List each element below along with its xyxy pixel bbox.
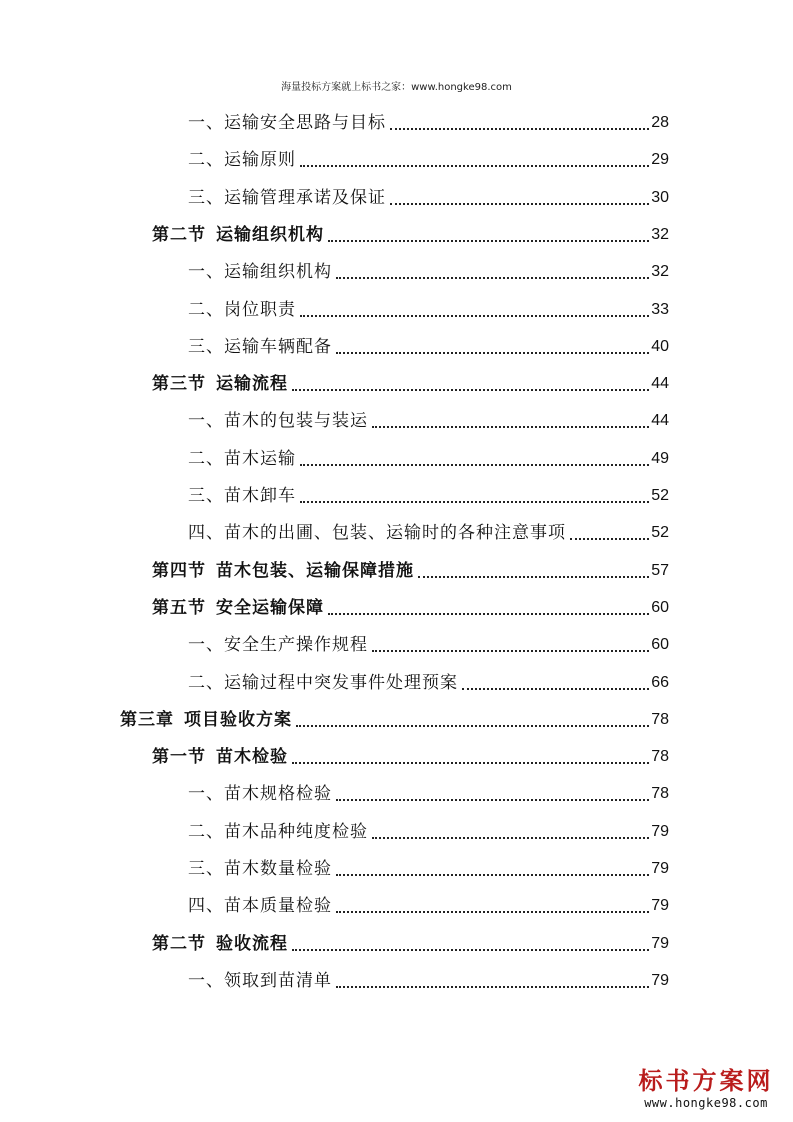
toc-entry-number: 一、 xyxy=(188,784,224,805)
toc-entry-page: 79 xyxy=(651,860,669,877)
toc-entry[interactable] xyxy=(188,626,669,656)
toc-entry-text: 安全运输保障 xyxy=(216,597,324,618)
toc-entry-number: 第三章 xyxy=(120,709,174,730)
toc-entry-page: 57 xyxy=(651,561,669,579)
toc-entry-page: 32 xyxy=(651,263,669,281)
toc-entry-text: 苗木的出圃、包装、运输时的各种注意事项 xyxy=(224,523,566,544)
toc-entry-page: 52 xyxy=(651,524,669,542)
toc-entry-text: 验收流程 xyxy=(216,933,288,954)
toc-entry[interactable] xyxy=(152,216,669,246)
toc-leader-dots xyxy=(300,464,649,466)
toc-entry-title xyxy=(188,299,296,321)
toc-entry-title xyxy=(152,933,288,955)
toc-entry[interactable] xyxy=(188,962,669,992)
toc-entry-page: 49 xyxy=(651,449,669,467)
toc-entry-number: 第一节 xyxy=(152,747,206,768)
toc-entry-title xyxy=(152,597,324,619)
toc-leader-dots xyxy=(390,128,649,130)
toc-entry[interactable] xyxy=(188,328,669,358)
toc-entry-title xyxy=(188,112,386,134)
toc-entry-title xyxy=(188,149,296,171)
toc-entry-number: 二、 xyxy=(188,299,224,320)
toc-entry[interactable] xyxy=(188,104,669,134)
toc-entry-page: 40 xyxy=(651,337,669,355)
toc-entry-text: 项目验收方案 xyxy=(184,709,292,730)
toc-entry[interactable] xyxy=(188,477,669,507)
toc-entry-page: 28 xyxy=(651,114,669,131)
toc-leader-dots xyxy=(300,315,649,317)
toc-entry-number: 一、 xyxy=(188,970,224,991)
toc-entry-title xyxy=(188,821,368,843)
toc-entry-title xyxy=(188,336,332,358)
logo-url: www.hongke98.com xyxy=(644,1096,768,1110)
toc-entry[interactable] xyxy=(152,365,669,395)
toc-entry-title xyxy=(120,709,292,731)
toc-entry-title xyxy=(188,783,332,805)
toc-entry-title xyxy=(152,373,288,395)
toc-entry-number: 第四节 xyxy=(152,560,206,581)
toc-entry-page: 52 xyxy=(651,487,669,504)
toc-entry-title xyxy=(188,858,332,880)
toc-entry-title xyxy=(152,746,288,768)
toc-entry-number: 三、 xyxy=(188,859,224,879)
toc-entry-number: 三、 xyxy=(188,187,224,208)
toc-entry-text: 苗木运输 xyxy=(224,448,296,469)
toc-entry-number: 第二节 xyxy=(152,933,206,954)
toc-entry-text: 苗木的包装与装运 xyxy=(224,411,368,432)
toc-entry-page: 79 xyxy=(651,971,669,989)
toc-entry-number: 二、 xyxy=(188,672,224,693)
toc-entry[interactable] xyxy=(188,141,669,171)
toc-leader-dots xyxy=(292,949,649,951)
toc-entry-number: 三、 xyxy=(188,486,224,506)
toc-entry[interactable] xyxy=(188,514,669,544)
toc-entry-text: 苗木卸车 xyxy=(224,486,296,506)
toc-entry-text: 苗本质量检验 xyxy=(224,896,332,917)
toc-entry-number: 二、 xyxy=(188,150,224,171)
toc-entry-page: 60 xyxy=(651,598,669,616)
toc-leader-dots xyxy=(300,501,649,503)
toc-entry-text: 运输流程 xyxy=(216,374,288,395)
toc-entry-text: 运输原则 xyxy=(224,150,296,171)
toc-entry-text: 运输过程中突发事件处理预案 xyxy=(224,672,458,693)
toc-entry-page: 66 xyxy=(651,673,669,691)
toc-entry-page: 33 xyxy=(651,300,669,318)
toc-entry-number: 一、 xyxy=(188,411,224,432)
toc-entry-page: 32 xyxy=(651,225,669,243)
toc-entry-text: 苗木包装、运输保障措施 xyxy=(216,560,414,581)
toc-entry-page: 78 xyxy=(651,748,669,766)
toc-entry[interactable] xyxy=(188,291,669,321)
toc-leader-dots xyxy=(570,538,649,540)
toc-entry-number: 四、 xyxy=(188,896,224,917)
toc-entry-number: 一、 xyxy=(188,635,224,656)
toc-entry-title xyxy=(188,448,296,470)
toc-entry-title xyxy=(188,895,332,917)
toc-entry-number: 二、 xyxy=(188,821,224,842)
toc-entry-text: 苗木品种纯度检验 xyxy=(224,821,368,842)
toc-entry[interactable] xyxy=(188,775,669,805)
toc-leader-dots xyxy=(372,650,649,652)
toc-entry-title xyxy=(188,634,368,656)
toc-entry-page: 44 xyxy=(651,375,669,393)
toc-entry-text: 安全生产操作规程 xyxy=(224,635,368,656)
toc-entry-text: 苗木检验 xyxy=(216,747,288,768)
toc-entry-title xyxy=(188,187,386,209)
toc-leader-dots xyxy=(336,277,649,279)
toc-entry-text: 运输管理承诺及保证 xyxy=(224,187,386,208)
toc-entry-page: 44 xyxy=(651,412,669,430)
toc-leader-dots xyxy=(418,576,649,578)
toc-entry-page: 60 xyxy=(651,636,669,654)
toc-leader-dots xyxy=(296,725,649,727)
toc-entry-text: 运输组织机构 xyxy=(216,224,324,245)
toc-leader-dots xyxy=(328,613,649,615)
toc-entry[interactable] xyxy=(188,440,669,470)
toc-entry-title xyxy=(152,560,414,582)
toc-leader-dots xyxy=(336,911,649,913)
toc-entry-text: 苗木数量检验 xyxy=(224,859,332,879)
toc-entry[interactable] xyxy=(188,887,669,917)
toc-leader-dots xyxy=(336,799,649,801)
toc-leader-dots xyxy=(336,874,649,876)
toc-entry-text: 苗木规格检验 xyxy=(224,784,332,805)
toc-entry-text: 运输组织机构 xyxy=(224,262,332,283)
toc-entry-page: 30 xyxy=(651,188,669,206)
toc-entry-page: 78 xyxy=(651,710,669,728)
toc-entry-title xyxy=(188,261,332,283)
toc-entry-number: 第二节 xyxy=(152,224,206,245)
watermark-logo xyxy=(631,1061,781,1110)
toc-entry-page: 79 xyxy=(651,822,669,840)
toc-leader-dots xyxy=(390,203,649,205)
toc-entry[interactable] xyxy=(152,738,669,768)
toc-entry-number: 三、 xyxy=(188,336,224,357)
toc-entry-title xyxy=(188,410,368,432)
toc-entry-number: 四、 xyxy=(188,523,224,544)
toc-entry-title xyxy=(152,224,324,246)
toc-leader-dots xyxy=(300,165,649,167)
toc-entry[interactable] xyxy=(188,253,669,283)
toc-leader-dots xyxy=(462,688,649,690)
toc-entry[interactable] xyxy=(152,552,669,582)
toc-entry-number: 二、 xyxy=(188,448,224,469)
toc-entry-page: 78 xyxy=(651,785,669,803)
toc-entry[interactable] xyxy=(152,925,669,955)
toc-entry-number: 一、 xyxy=(188,262,224,283)
logo-brand: 标书方案网 xyxy=(638,1066,774,1095)
toc-entry[interactable] xyxy=(188,179,669,209)
toc-entry-page: 29 xyxy=(651,151,669,169)
toc-entry-number: 第五节 xyxy=(152,597,206,618)
toc-leader-dots xyxy=(336,352,649,354)
toc-entry[interactable] xyxy=(188,664,669,694)
toc-entry-title xyxy=(188,485,296,507)
toc-entry[interactable] xyxy=(188,402,669,432)
toc-leader-dots xyxy=(336,986,649,988)
toc-entry-title xyxy=(188,522,566,544)
toc-entry-text: 岗位职责 xyxy=(224,299,296,320)
toc-leader-dots xyxy=(292,389,649,391)
toc-entry-text: 运输安全思路与目标 xyxy=(224,113,386,133)
toc-entry-page: 79 xyxy=(651,897,669,915)
toc-entry[interactable] xyxy=(188,850,669,880)
toc-entry-title xyxy=(188,672,458,694)
toc-entry[interactable] xyxy=(188,813,669,843)
toc-entry[interactable] xyxy=(152,589,669,619)
toc-entry-number: 第三节 xyxy=(152,374,206,395)
toc-entry-text: 领取到苗清单 xyxy=(224,970,332,991)
page-header: 海量投标方案就上标书之家：www.hongke98.com xyxy=(281,82,512,93)
toc-leader-dots xyxy=(372,837,649,839)
toc-entry-page: 79 xyxy=(651,934,669,952)
toc-entry-number: 一、 xyxy=(188,113,224,133)
toc-leader-dots xyxy=(328,240,649,242)
toc-leader-dots xyxy=(292,762,649,764)
toc-leader-dots xyxy=(372,426,649,428)
toc-entry-text: 运输车辆配备 xyxy=(224,336,332,357)
toc-entry[interactable] xyxy=(120,701,669,731)
toc-entry-title xyxy=(188,970,332,992)
